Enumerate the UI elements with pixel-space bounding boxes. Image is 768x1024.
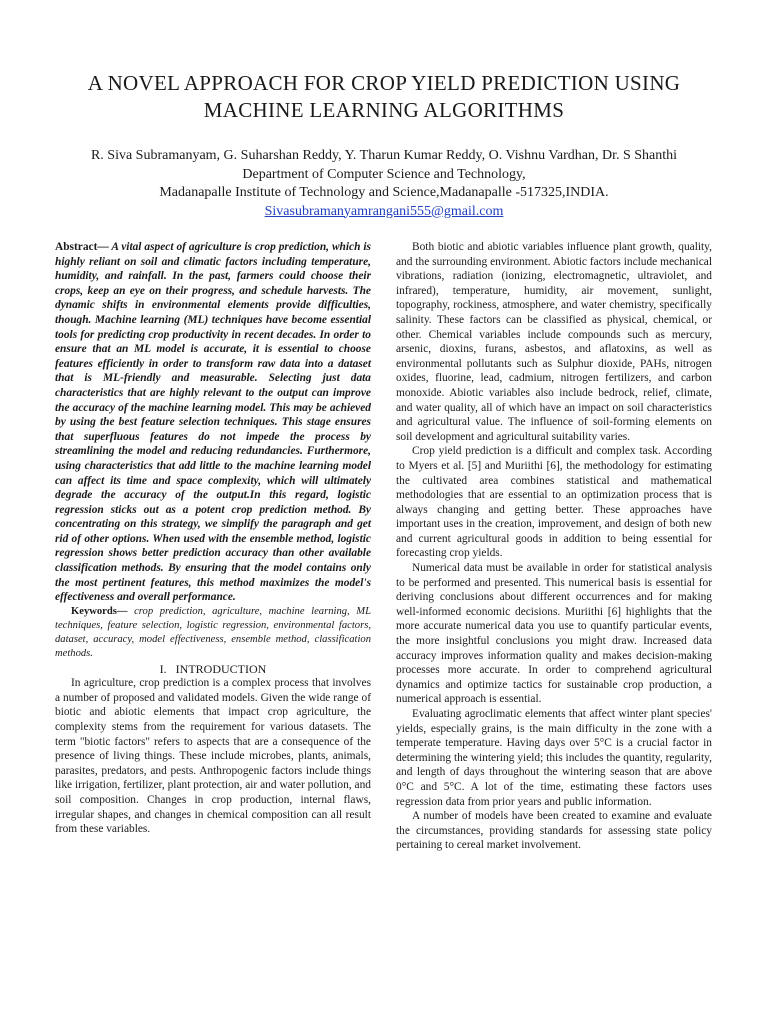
abstract-label: Abstract— [55,241,109,253]
body-paragraph: Both biotic and abiotic variables influence plant growth, quality, and the surrounding environment. Abiotic factors include mechanical vibrations, radiation (ionizing, electromagnetic, ultraviolet, and infrared), temperature, humidity, air movement, sunlight, topography, rockiness, atmosphere, and water chemistry, specifically salinity. These factors can be classified as physical, chemical, or other. Chemical variables include compounds such as mercury, arsenic, dioxins, furans, asbestos, and aflatoxins, as well as environmental pollutants such as Sulphur dioxide, PAHs, nitrogen oxides, fluorine, lead, cadmium, nitrogen fertilizers, and carbon monoxide. Abiotic variables also include bedrock, relief, climate, and water quality, all of which have an impact on soil characteristics and agricultural value. The influence of soil-forming elements on soil development and agricultural suitability varies. [396,241,712,443]
author-block [20,147,748,221]
author-list: R. Siva Subramanyam, G. Suharshan Reddy, Y. Tharun Kumar Reddy, O. Vishnu Vardhan, Dr. S Shanthi [90,148,678,163]
body-paragraph: Evaluating agroclimatic elements that affect winter plant species' yields, especially grains, is the main difficulty in the zone with a temperate temperature. Having days over 5°C is a crucial factor in determining the wintering yield; this includes the quantity, regularity, and length of days throughout the wintering season that are above 0°C and 5°C. A lot of the time, estimating these factors uses regression data from prior years and public information. [396,708,712,808]
keywords [55,605,371,662]
paper-title: A NOVEL APPROACH FOR CROP YIELD PREDICTION USING MACHINE LEARNING ALGORITHMS [87,71,681,122]
body-paragraph: Crop yield prediction is a difficult and complex task. According to Myers et al. [5] and Muriithi [6], the methodology for estimating the cultivated area combines statistical and mathematical methodologies that are essential to an optimization process that is always changing and getting better. These approaches have important uses in the creation, improvement, and design of both new and current agricultural goods in addition to being essential for forecasting crop yields. [396,445,712,560]
keywords-label: Keywords— [71,605,128,617]
section-heading: I. INTRODUCTION [159,661,267,676]
intro-paragraph: In agriculture, crop prediction is a complex process that involves a number of proposed and validated models. Given the wide range of biotic and abiotic elements that impact crop agriculture, the complexity stems from the requirement for various datasets. The term "biotic factors" refers to aspects that are a consequence of the presence of living things. These include microbes, plants, animals, parasites, predators, and pests. Anthropogenic factors include things like irrigation, fertilizer, plant protection, air and water pollution, and soil composition. Changes in crop production, internal flaws, irregular shapes, and changes in chemical composition can all result from these variables. [55,677,371,836]
right-column [396,240,712,853]
body-paragraph: Numerical data must be available in order for statistical analysis to be performed and presented. This numerical basis is essential for deriving conclusions about different occurrences and for making well-informed economic decisions. Muriithi [6] highlights that the more accurate numerical data you use to quantify particular events, the more insightful conclusions you might draw. Increased data accuracy improves information quality and makes decision-making processes more accurate. In order to comprehend agricultural dynamics and optimize tactics for sustainable crop production, a numerical approach is essential. [396,562,712,706]
institution: Madanapalle Institute of Technology and Science,Madanapalle -517325,INDIA. [159,185,609,200]
email-link[interactable]: Sivasubramanyamrangani555@gmail.com [264,203,504,219]
keywords-text: crop prediction, agriculture, machine learning, ML techniques, feature selection, logistic regression, environmental factors, dataset, accuracy, model effectiveness, ensemble method, classification methods. [55,605,372,660]
abstract [55,240,371,605]
body-paragraph: A number of models have been created to examine and evaluate the circumstances, providing standards for assessing state policy pertaining to cereal market involvement. [396,810,712,852]
department: Department of Computer Science and Technology, [242,166,526,182]
abstract-text: A vital aspect of agriculture is crop prediction, which is highly reliant on soil and climatic factors including temperature, humidity, and rainfall. In the past, farmers could choose their crops, keep an eye on their progress, and schedule harvests. The dynamic shifts in environmental elements provide difficulties, though. Machine learning (ML) techniques have become essential tools for predicting crop productivity in recent decades. In order to ensure that an ML model is accurate, it is essential to choose features efficiently in order to transform raw data into a dataset that is ML-friendly and measurable. Selecting just data characteristics that are highly relevant to the output can improve the accuracy of the machine learning model. This may be achieved by using the best feature selection techniques. This stage ensures that superfluous features do not impede the process by streamlining the model and reducing redundancies. Furthermore, using characteristics that add little to the machine learning model can affect its time and space complexity, which will ultimately degrade the accuracy of the output.In this regard, logistic regression sticks out as a potent crop prediction method. By concentrating on this strategy, we simplify the paragraph and get rid of other options. When used with the ensemble method, logistic regression shows better prediction accuracy than other available classification methods. By ensuring that the model contains only the most pertinent features, this method maximizes the model's effectiveness and overall performance. [55,241,371,604]
left-column [55,240,371,837]
